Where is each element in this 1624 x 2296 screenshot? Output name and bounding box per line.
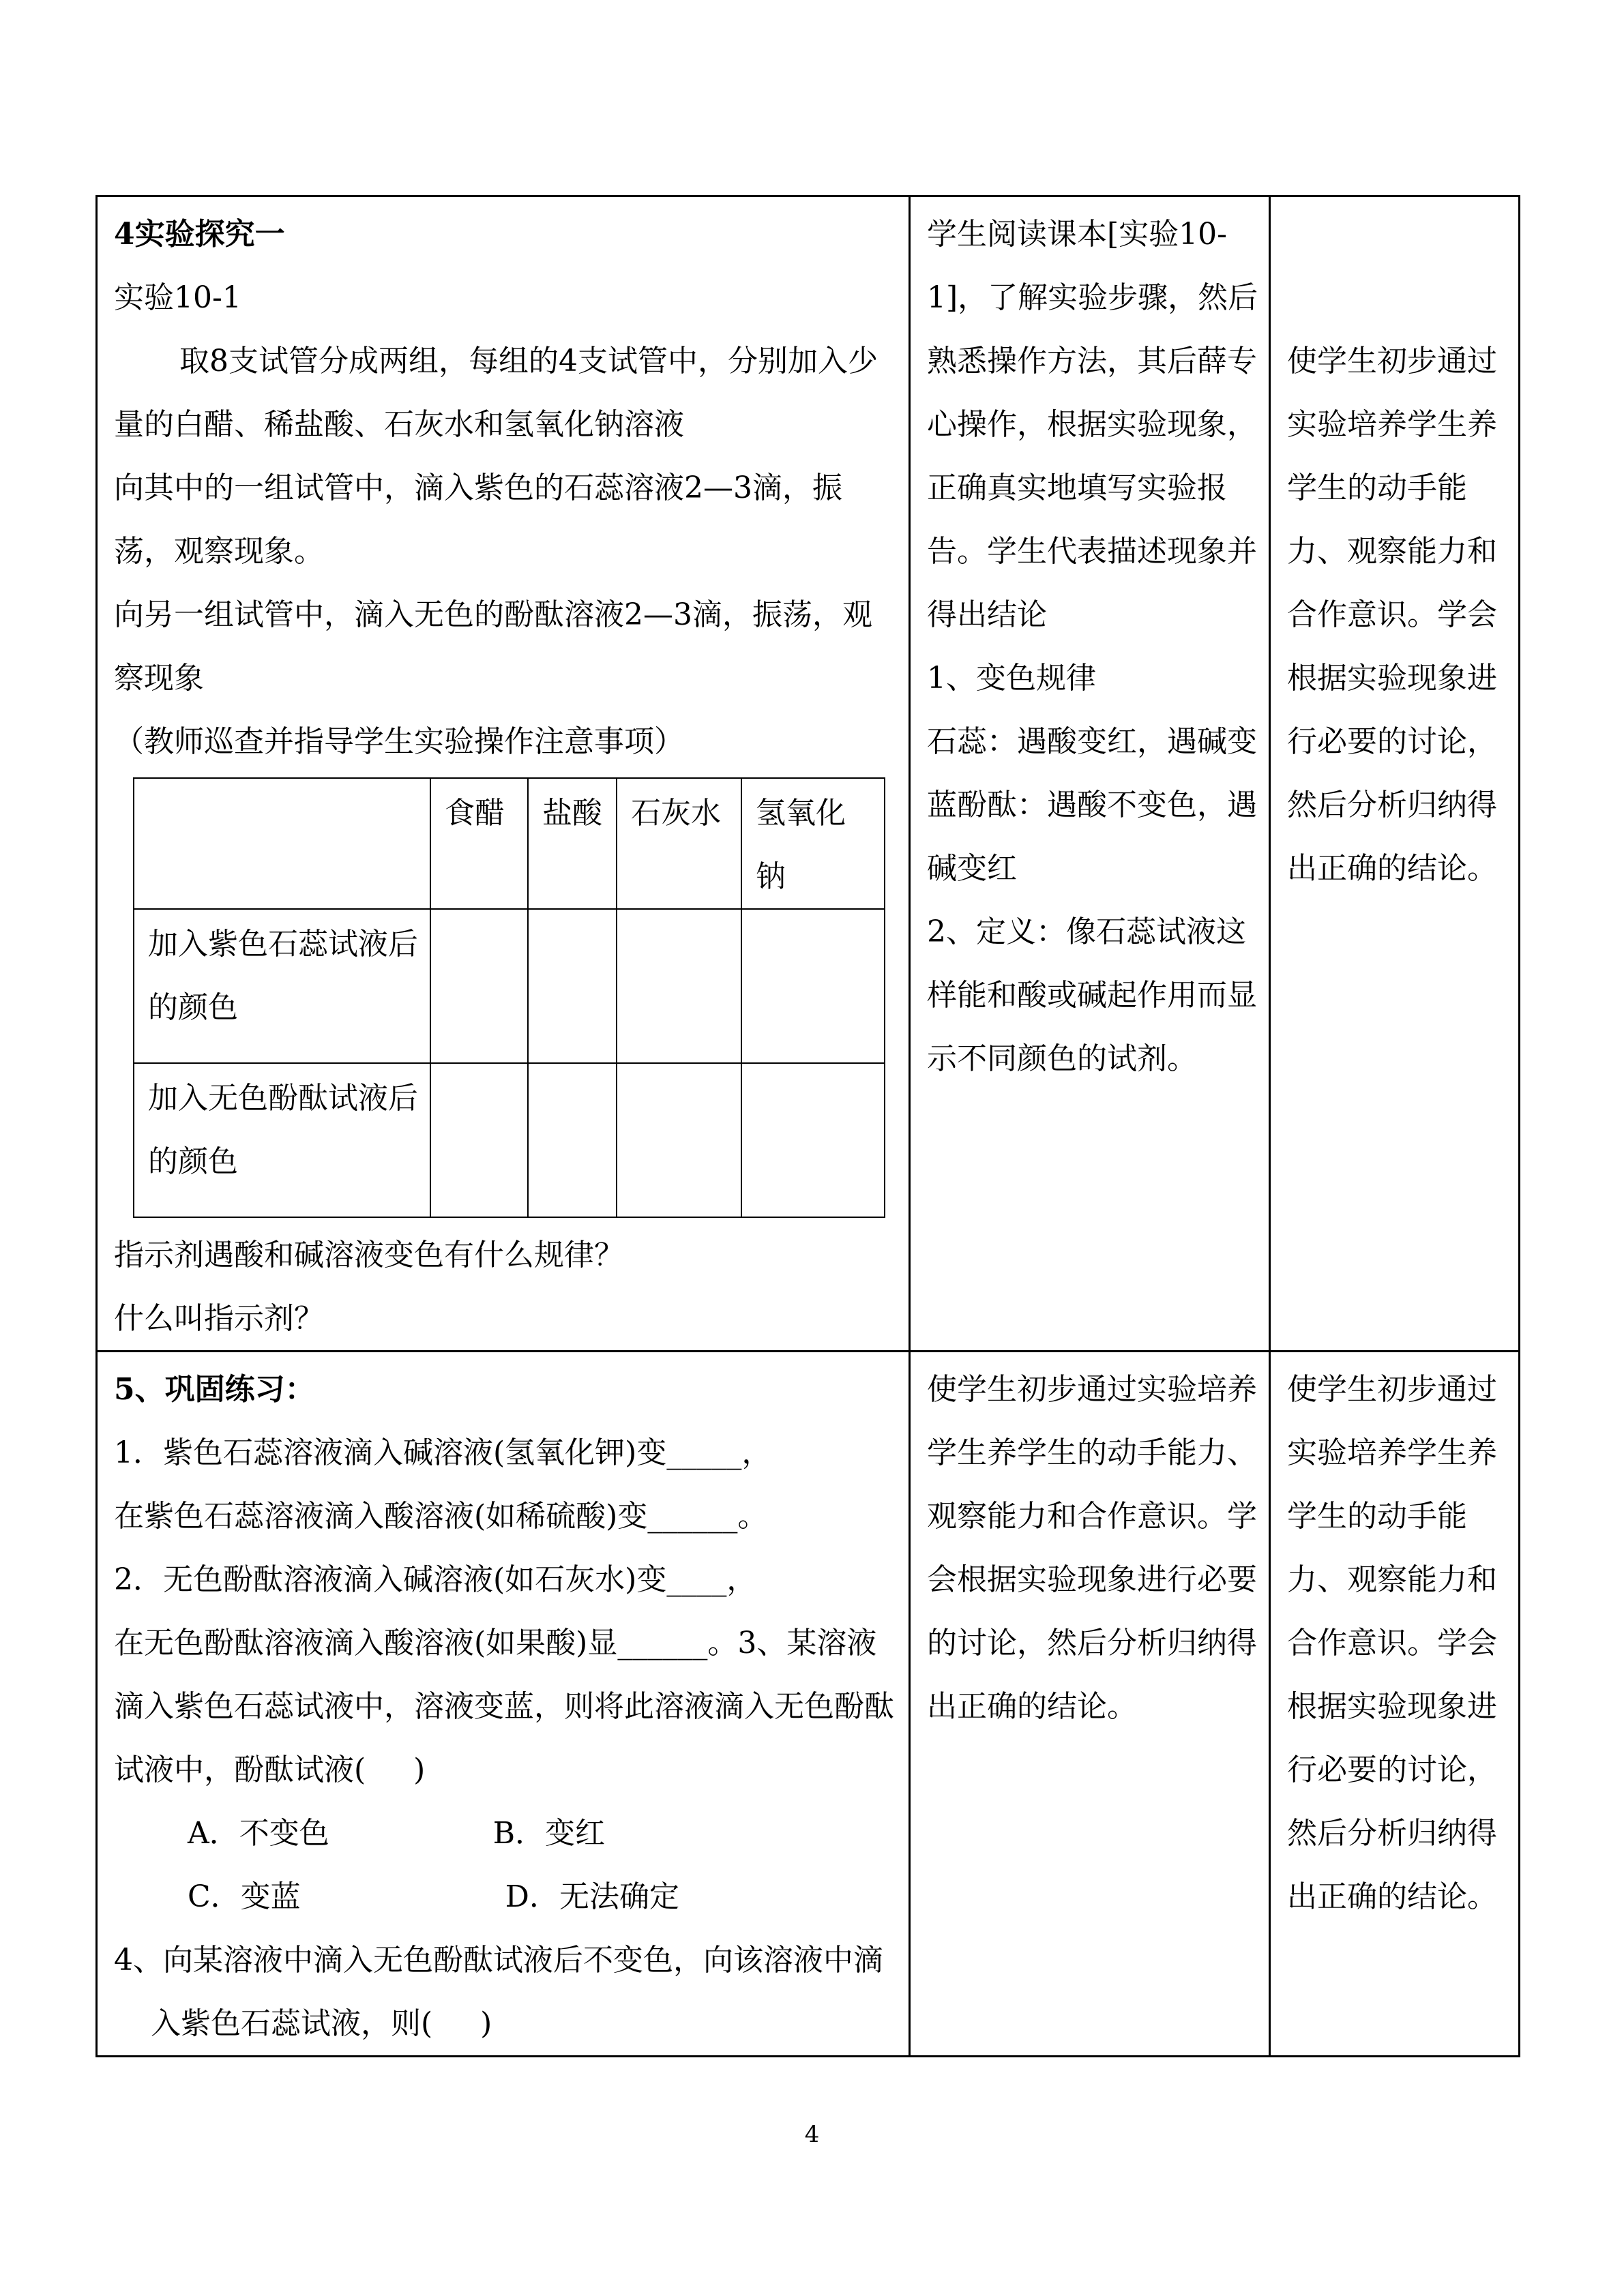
practice-question-1a: 1．紫色石蕊溶液滴入碱溶液(氢氧化钾)变_____，: [114, 1435, 772, 1470]
observation-row-label: 加入无色酚酞试液后的颜色: [134, 1063, 430, 1217]
practice-question-2b-3: 在无色酚酞溶液滴入酸溶液(如果酸)显______。3、某溶液滴入紫色石蕊试液中，溶液变蓝，则将此溶液滴入无色酚酞试液中，酚酞试液( ): [114, 1626, 894, 1787]
experiment-step-1: 取8支试管分成两组，每组的4支试管中，分别加入少量的白醋、稀盐酸、石灰水和氢氧化钠溶液: [114, 344, 878, 442]
practice-intent-text: 使学生初步通过实验培养学生养学生的动手能力、观察能力和合作意识。学会根据实验现象进行必要的讨论，然后分析归纳得出正确的结论。: [1287, 1372, 1497, 1914]
discussion-question-1: 指示剂遇酸和碱溶液变色有什么规律？: [114, 1238, 624, 1272]
experiment-subtitle: 实验10-1: [114, 280, 241, 315]
design-intent-cell: [1270, 196, 1520, 1352]
observation-cell: [528, 909, 617, 1063]
practice-options-row-2: [114, 1865, 902, 1928]
experiment-content-cell: [97, 196, 910, 1352]
option-b: B．变红: [492, 1816, 606, 1851]
practice-student-cell: [910, 1352, 1270, 2057]
observation-header-blank: [134, 778, 430, 909]
discussion-question-2: 什么叫指示剂？: [114, 1301, 324, 1336]
indicator-definition: 2、定义：像石蕊试液这样能和酸或碱起作用而显示不同颜色的试剂。: [927, 914, 1257, 1076]
practice-intent-cell: [1270, 1352, 1520, 2057]
practice-content-cell: [97, 1352, 910, 2057]
observation-table: [133, 777, 885, 1218]
page-number: 4: [804, 2121, 820, 2148]
observation-header-row: [134, 778, 885, 909]
color-rule-text: 石蕊：遇酸变红，遇碱变蓝酚酞：遇酸不变色，遇碱变红: [927, 724, 1257, 886]
teacher-note: （教师巡查并指导学生实验操作注意事项）: [114, 724, 684, 759]
observation-cell: [528, 1063, 617, 1217]
observation-cell: [741, 909, 885, 1063]
section-title-experiment: 4实验探究一: [114, 217, 285, 252]
experiment-step-3: 向另一组试管中，滴入无色的酚酞溶液2—3滴，振荡，观察现象: [114, 597, 872, 696]
student-activity-cell: [910, 196, 1270, 1352]
observation-header-vinegar: 食醋: [430, 778, 528, 909]
observation-header-sodium-hydroxide: 氢氧化钠: [741, 778, 885, 909]
option-a: A．不变色: [188, 1816, 329, 1851]
option-c: C．变蓝: [188, 1879, 301, 1914]
observation-header-hydrochloric-acid: 盐酸: [528, 778, 617, 909]
practice-question-4: 4、向某溶液中滴入无色酚酞试液后不变色，向该溶液中滴入紫色石蕊试液，则( ): [114, 1943, 883, 2041]
design-intent-text: 使学生初步通过实验培养学生养学生的动手能力、观察能力和合作意识。学会根据实验现象进行必要的讨论，然后分析归纳得出正确的结论。: [1287, 344, 1497, 886]
observation-cell: [430, 909, 528, 1063]
color-rule-title: 1、变色规律: [927, 661, 1096, 696]
observation-cell: [741, 1063, 885, 1217]
section-title-practice: 5、巩固练习：: [114, 1372, 315, 1407]
observation-row-label: 加入紫色石蕊试液后的颜色: [134, 909, 430, 1063]
lesson-plan-table: [95, 195, 1520, 2057]
practice-options-row-1: [114, 1802, 902, 1865]
practice-question-1b: 在紫色石蕊溶液滴入酸溶液(如稀硫酸)变______。: [114, 1499, 768, 1534]
observation-header-limewater: 石灰水: [617, 778, 741, 909]
observation-row-phenolphthalein: [134, 1063, 885, 1217]
option-d: D．无法确定: [505, 1879, 679, 1914]
observation-row-litmus: [134, 909, 885, 1063]
experiment-step-2: 向其中的一组试管中，滴入紫色的石蕊溶液2—3滴，振荡，观察现象。: [114, 471, 842, 569]
observation-cell: [617, 1063, 741, 1217]
practice-student-text: 使学生初步通过实验培养学生养学生的动手能力、观察能力和合作意识。学会根据实验现象进行必要的讨论，然后分析归纳得出正确的结论。: [927, 1372, 1257, 1724]
observation-cell: [430, 1063, 528, 1217]
student-activity-intro: 学生阅读课本[实验10-1]，了解实验步骤，然后熟悉操作方法，其后薛专心操作，根据实验现象，正确真实地填写实验报告。学生代表描述现象并得出结论: [927, 217, 1258, 632]
practice-question-2a: 2．无色酚酞溶液滴入碱溶液(如石灰水)变____，: [114, 1562, 757, 1597]
table-row-experiment: [97, 196, 1520, 1352]
observation-cell: [617, 909, 741, 1063]
table-row-practice: [97, 1352, 1520, 2057]
